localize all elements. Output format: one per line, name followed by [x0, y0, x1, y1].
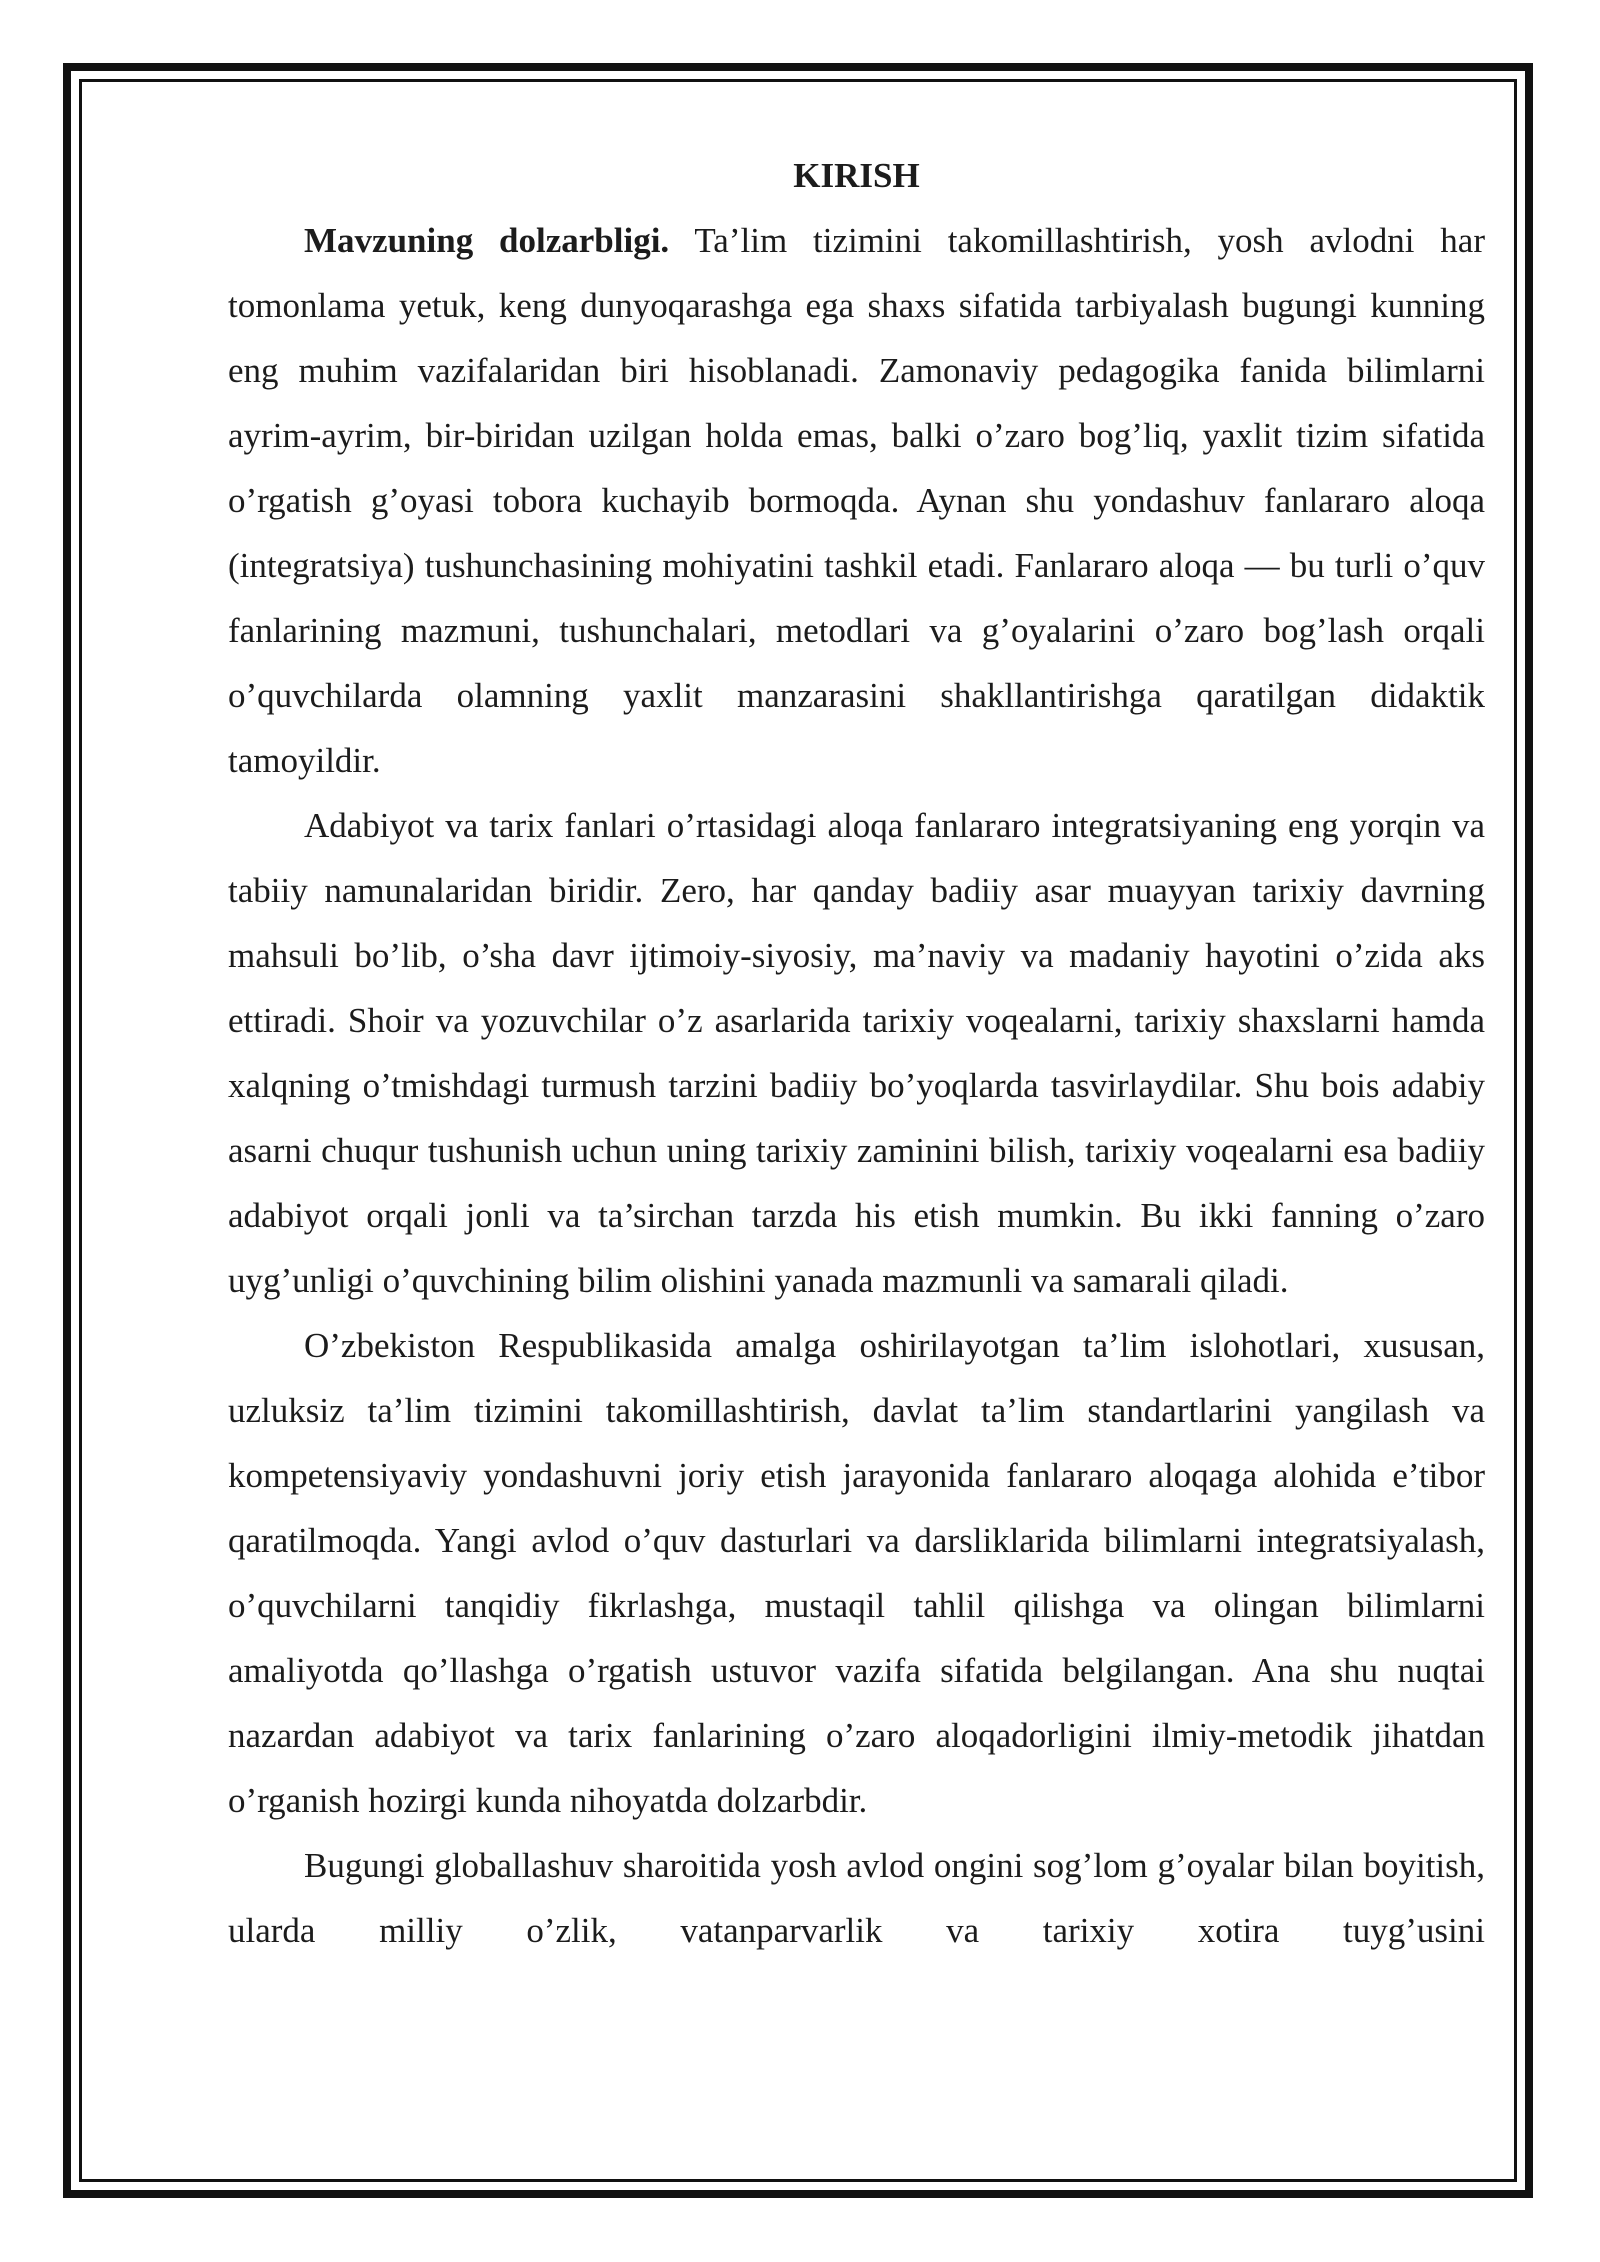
paragraph-education-reforms: O’zbekiston Respublikasida amalga oshirilayotgan ta’lim islohotlari, xususan, uzluksiz ta’lim tizimini takomillashtirish, davlat ta’lim standartlarini yangilash va kompetensiyaviy yondashuvni joriy etish jarayonida fanlararo aloqaga alohida e’tibor qaratilmoqda. Yangi avlod o’quv dasturlari va darsliklarida bilimlarni integratsiyalash, o’quvchilarni tanqidiy fikrlashga, mustaqil tahlil qilishga va olingan bilimlarni amaliyotda qo’llashga o’rgatish ustuvor vazifa sifatida belgilangan. Ana shu nuqtai nazardan adabiyot va tarix fanlarining o’zaro aloqadorligini ilmiy-metodik jihatdan o’rganish hozirgi kunda nihoyatda dolzarbdir. [228, 1326, 1485, 1820]
paragraph-globalization: Bugungi globallashuv sharoitida yosh avlod ongini sog’lom g’oyalar bilan boyitish, ularda milliy o’zlik, vatanparvarlik va tarixiy xotira tuyg’usini [228, 1846, 1485, 1950]
paragraph-text: Ta’lim tizimini takomillashtirish, yosh avlodni har tomonlama yetuk, keng dunyoqarashga ega shaxs sifatida tarbiyalash bugungi kunning eng muhim vazifalaridan biri hisoblanadi. Zamonaviy pedagogika fanida bilimlarni ayrim-ayrim, bir-biridan uzilgan holda emas, balki o’zaro bog’liq, yaxlit tizim sifatida o’rgatish g’oyasi tobora kuchayib bormoqda. Aynan shu yondashuv fanlararo aloqa (integratsiya) tushunchasining mohiyatini tashkil etadi. Fanlararo aloqa — bu turli o’quv fanlarining mazmuni, tushunchalari, metodlari va g’oyalarini o’zaro bog’lash orqali o’quvchilarda olamning yaxlit manzarasini shakllantirishga qaratilgan didaktik tamoyildir. [228, 221, 1485, 780]
paragraph-relevance [228, 208, 1485, 793]
paragraph-literature-history: Adabiyot va tarix fanlari o’rtasidagi aloqa fanlararo integratsiyaning eng yorqin va tabiiy namunalaridan biridir. Zero, har qanday badiiy asar muayyan tarixiy davrning mahsuli bo’lib, o’sha davr ijtimoiy-siyosiy, ma’naviy va madaniy hayotini o’zida aks ettiradi. Shoir va yozuvchilar o’z asarlarida tarixiy voqealarni, tarixiy shaxslarni hamda xalqning o’tmishdagi turmush tarzini badiiy bo’yoqlarda tasvirlaydilar. Shu bois adabiy asarni chuqur tushunish uchun uning tarixiy zaminini bilish, tarixiy voqealarni esa badiiy adabiyot orqali jonli va ta’sirchan tarzda his etish mumkin. Bu ikki fanning o’zaro uyg’unligi o’quvchining bilim olishini yanada mazmunli va samarali qiladi. [228, 806, 1485, 1300]
document-body [228, 143, 1485, 1963]
page-title: KIRISH [793, 156, 920, 195]
paragraph-lead-heading: Mavzuning dolzarbligi. [304, 221, 670, 260]
